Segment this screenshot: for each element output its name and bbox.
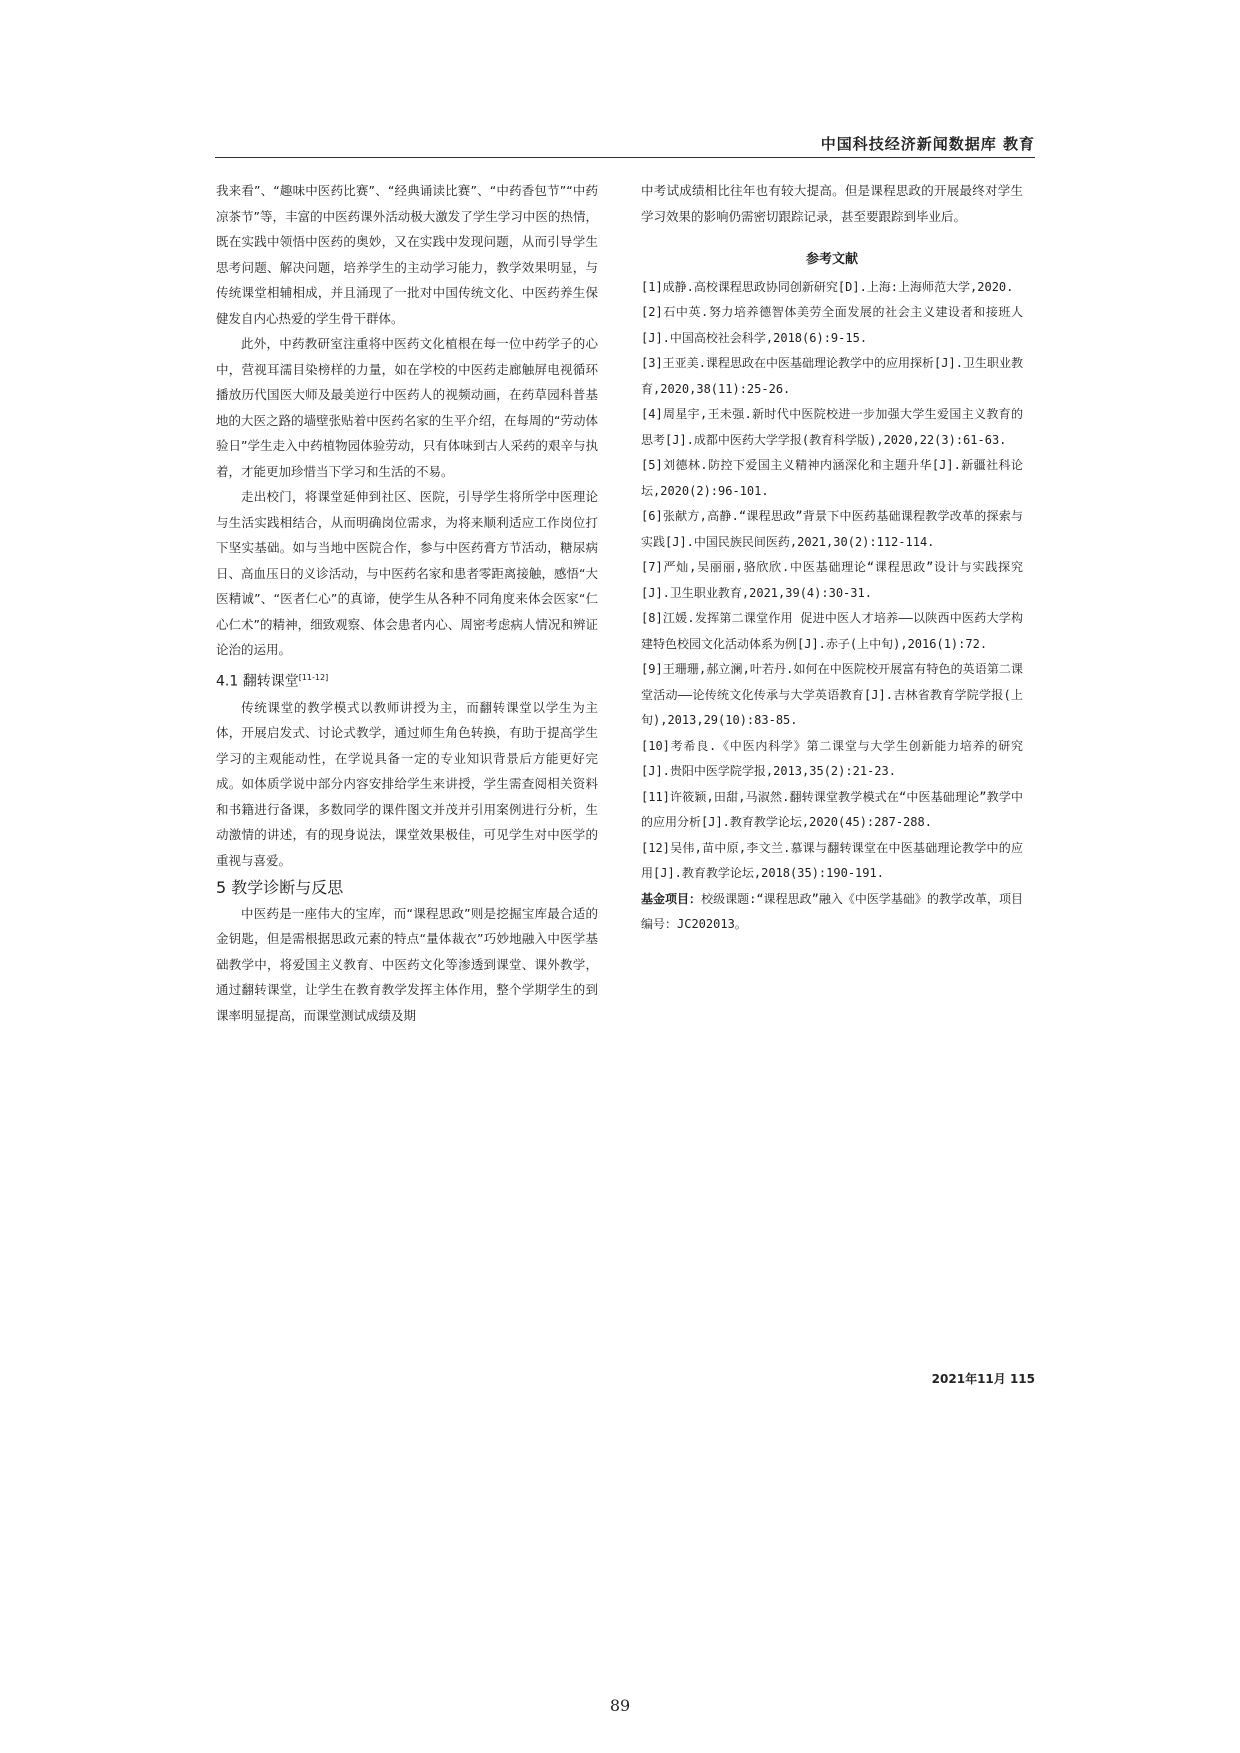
body-paragraph: 走出校门，将课堂延伸到社区、医院，引导学生将所学中医理论与生活实践相结合，从而明确岗位需求，为将来顺利适应工作岗位打下坚实基础。如与当地中医院合作，参与中医药膏方节活动，糖尿病日、高血压日的义诊活动，与中医药名家和患者零距离接触，感悟“大医精诚”、“医者仁心”的真谛，使学生从各种不同角度来体会医家“仁心仁术”的精神，细致观察、体会患者内心、周密考虑病人情况和辨证论治的运用。 — [216, 489, 598, 657]
reference-item: [7]严灿,吴丽丽,骆欣欣.中医基础理论“课程思政”设计与实践探究[J].卫生职业教育,2021,39(4):30-31. — [641, 560, 1023, 600]
funding-label: 基金项目： — [641, 891, 702, 906]
reference-item: [9]王珊珊,郝立澜,叶若丹.如何在中医院校开展富有特色的英语第二课堂活动——论传统文化传承与大学英语教育[J].吉林省教育学院学报(上旬),2013,29(10):83-85. — [641, 662, 1023, 727]
reference-item: [11]许筱颖,田甜,马淑然.翻转课堂教学模式在“中医基础理论”教学中的应用分析[J].教育教学论坛,2020(45):287-288. — [641, 789, 1023, 829]
issue-date: 2021年11月 115 — [931, 1372, 1035, 1386]
references-heading: 参考文献 — [805, 252, 858, 267]
reference-item: [1]成静.高校课程思政协同创新研究[D].上海:上海师范大学,2020. — [641, 279, 1014, 294]
reference-item: [12]吴伟,苗中原,李文兰.慕课与翻转课堂在中医基础理论教学中的应用[J].教育教学论坛,2018(35):190-191. — [641, 840, 1023, 880]
reference-item: [8]江媛.发挥第二课堂作用 促进中医人才培养——以陕西中医药大学构建特色校园文化活动体系为例[J].赤子(上中旬),2016(1):72. — [641, 611, 1023, 651]
reference-item: [5]刘德林.防控下爱国主义精神内涵深化和主题升华[J].新疆社科论坛,2020(2):96-101. — [641, 458, 1023, 498]
body-paragraph: 传统课堂的教学模式以教师讲授为主，而翻转课堂以学生为主体，开展启发式、讨论式教学，通过师生角色转换，有助于提高学生学习的主观能动性，在学说具备一定的专业知识背景后方能更好完成。如体质学说中部分内容安排给学生来讲授，学生需查阅相关资料和书籍进行备课，多数同学的课件图文并茂并引用案例进行分析，生动激情的讲述，有的现身说法，课堂效果极佳，可见学生对中医学的重视与喜爱。 — [216, 699, 598, 868]
reference-item: [4]周星宇,王未强.新时代中医院校进一步加强大学生爱国主义教育的思考[J].成都中医药大学学报(教育科学版),2020,22(3):61-63. — [641, 407, 1023, 447]
body-paragraph: 此外，中药教研室注重将中医药文化植根在每一位中药学子的心中，营视耳濡目染榜样的力量，如在学校的中医药走廊触屏电视循环播放历代国医大师及最美逆行中医药人的视频动画，在药草园科普基地的大医之路的墙壁张贴着中医药名家的生平介绍，在每周的“劳动体验日”学生走入中药植物园体验劳动，只有体味到古人采药的艰辛与执着，才能更加珍惜当下学习和生活的不易。 — [216, 336, 598, 479]
subsection-heading-text: 4.1 翻转课堂 — [216, 673, 299, 690]
subsection-heading — [216, 665, 598, 695]
reference-item: [10]考希良.《中医内科学》第二课堂与大学生创新能力培养的研究[J].贵阳中医学院学报,2013,35(2):21-23. — [641, 738, 1023, 778]
reference-item: [6]张献方,高静.“课程思政”背景下中医药基础课程教学改革的探索与实践[J].中国民族民间医药,2021,30(2):112-114. — [641, 509, 1023, 549]
right-column — [641, 178, 1023, 938]
reference-list — [641, 275, 1023, 887]
section-heading: 5 教学诊断与反思 — [216, 878, 344, 898]
body-paragraph: 中考试成绩相比往年也有较大提高。但是课程思政的开展最终对学生学习效果的影响仍需密切跟踪记录，甚至要跟踪到毕业后。 — [641, 183, 1023, 224]
citation-marker: [11-12] — [298, 672, 329, 682]
reference-item: [3]王亚美.课程思政在中医基础理论教学中的应用探析[J].卫生职业教育,2020,38(11):25-26. — [641, 356, 1023, 396]
funding-text: 校级课题:“课程思政”融入《中医学基础》的教学改革，项目编号：JC202013。 — [641, 891, 1023, 931]
funding-note — [641, 887, 1023, 938]
page-number: 89 — [609, 1696, 631, 1715]
left-column — [216, 178, 598, 1028]
header-divider — [215, 157, 1035, 158]
body-paragraph: 中医药是一座伟大的宝库，而“课程思政”则是挖掘宝库最合适的金钥匙，但是需根据思政元素的特点“量体裁衣”巧妙地融入中医学基础教学中，将爱国主义教育、中医药文化等渗透到课堂、课外教学，通过翻转课堂，让学生在教育教学发挥主体作用，整个学期学生的到课率明显提高，而课堂测试成绩及期 — [216, 905, 598, 1023]
reference-item: [2]石中英.努力培养德智体美劳全面发展的社会主义建设者和接班人[J].中国高校社会科学,2018(6):9-15. — [641, 305, 1023, 345]
journal-header-title: 中国科技经济新闻数据库 教育 — [820, 135, 1035, 153]
body-paragraph: 我来看”、“趣味中医药比赛”、“经典诵读比赛”、“中药香包节”“中药凉茶节”等，丰富的中医药课外活动极大激发了学生学习中医的热情，既在实践中领悟中医药的奥妙，又在实践中发现问题，从而引导学生思考问题、解决问题，培养学生的主动学习能力，教学效果明显，与传统课堂相辅相成，并且涌现了一批对中国传统文化、中医药养生保健发自内心热爱的学生骨干群体。 — [216, 183, 598, 326]
